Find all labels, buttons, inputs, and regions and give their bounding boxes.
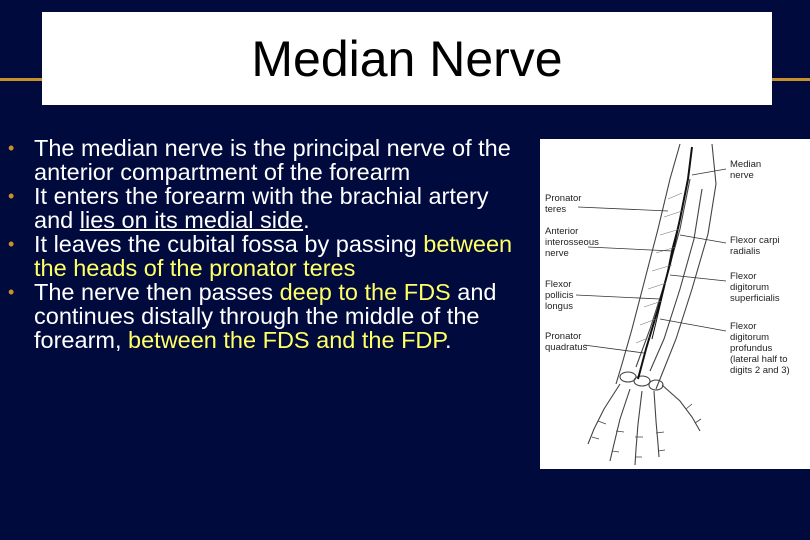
slide-title: Median Nerve bbox=[251, 31, 563, 87]
figure-label: Median bbox=[730, 159, 762, 170]
figure-label: digits 2 and 3) bbox=[730, 365, 790, 376]
figure-label: Flexor bbox=[730, 271, 757, 282]
thumb-bone bbox=[662, 385, 700, 431]
title-box bbox=[42, 12, 772, 105]
bullet-text-segment: and continues distally through the middle of the forearm, bbox=[34, 279, 497, 353]
figure-label: Flexor bbox=[545, 279, 572, 290]
figure-label: (lateral half to bbox=[730, 354, 788, 365]
leader-pronator-quadratus bbox=[584, 345, 644, 353]
finger-bone bbox=[635, 391, 642, 465]
bullet-marker: • bbox=[8, 138, 15, 158]
bullet-marker: • bbox=[8, 234, 15, 254]
figure-label: superficialis bbox=[730, 293, 780, 304]
leader-fds bbox=[670, 275, 726, 281]
bullet-text-segment: . bbox=[445, 327, 452, 353]
right-labels bbox=[730, 159, 790, 376]
bullet-text-segment: It leaves the cubital fossa by passing bbox=[34, 231, 424, 257]
bullet-item bbox=[8, 280, 533, 352]
bullet-item bbox=[8, 136, 533, 184]
bullet-item bbox=[8, 184, 533, 232]
finger-bone bbox=[654, 391, 659, 457]
figure-label: Flexor bbox=[730, 321, 757, 332]
figure-label: Flexor carpi bbox=[730, 235, 780, 246]
leader-flexor-pollicis-longus bbox=[576, 295, 660, 299]
bullet-text-segment: between the FDS and the FDP bbox=[128, 327, 446, 353]
bullet-marker: • bbox=[8, 282, 15, 302]
figure-label: quadratus bbox=[545, 342, 588, 353]
figure-label: teres bbox=[545, 204, 567, 215]
leader-median-nerve bbox=[692, 169, 726, 175]
figure-label: nerve bbox=[730, 170, 754, 181]
forearm-illustration bbox=[540, 139, 810, 469]
bullet-marker: • bbox=[8, 186, 15, 206]
finger-joint bbox=[592, 404, 701, 457]
finger-bone bbox=[588, 384, 620, 444]
bullet-text-segment: The median nerve is the principal nerve of the anterior compartment of the forearm bbox=[34, 135, 511, 185]
bullet-text-segment: The nerve then passes bbox=[34, 279, 280, 305]
figure-label: interosseous bbox=[545, 237, 599, 248]
muscle-hatching bbox=[636, 193, 682, 343]
left-labels bbox=[545, 193, 599, 353]
bullet-item bbox=[8, 232, 533, 280]
figure-label: pollicis bbox=[545, 290, 574, 301]
figure-label: Anterior bbox=[545, 226, 579, 237]
bullet-text-segment: deep to the FDS bbox=[279, 279, 451, 305]
figure-label: nerve bbox=[545, 248, 569, 259]
median-nerve-path bbox=[638, 147, 692, 379]
figure-label: longus bbox=[545, 301, 573, 312]
figure-label: digitorum bbox=[730, 332, 770, 343]
carpal-bone bbox=[634, 376, 650, 386]
forearm-diagram bbox=[540, 139, 810, 469]
title-rule-right bbox=[772, 78, 810, 81]
figure-label: Pronator bbox=[545, 331, 582, 342]
figure-label: radialis bbox=[730, 246, 761, 257]
leader-fdp bbox=[660, 319, 726, 331]
figure-label: profundus bbox=[730, 343, 773, 354]
title-rule-left bbox=[0, 78, 42, 81]
leader-pronator-teres bbox=[578, 207, 668, 211]
bullet-list bbox=[8, 136, 533, 352]
figure-label: digitorum bbox=[730, 282, 770, 293]
leader-flexor-carpi-radialis bbox=[680, 235, 726, 243]
bullet-text-segment: It enters the forearm with the brachial artery and bbox=[34, 183, 489, 233]
figure-label: Pronator bbox=[545, 193, 582, 204]
bullet-text-segment: . bbox=[303, 207, 310, 233]
finger-bone bbox=[610, 389, 630, 461]
leader-anterior-interosseous bbox=[588, 247, 672, 251]
bullet-text-segment: between the heads of the pronator teres bbox=[34, 231, 513, 281]
bullet-text-segment: lies on its medial side bbox=[79, 207, 304, 233]
